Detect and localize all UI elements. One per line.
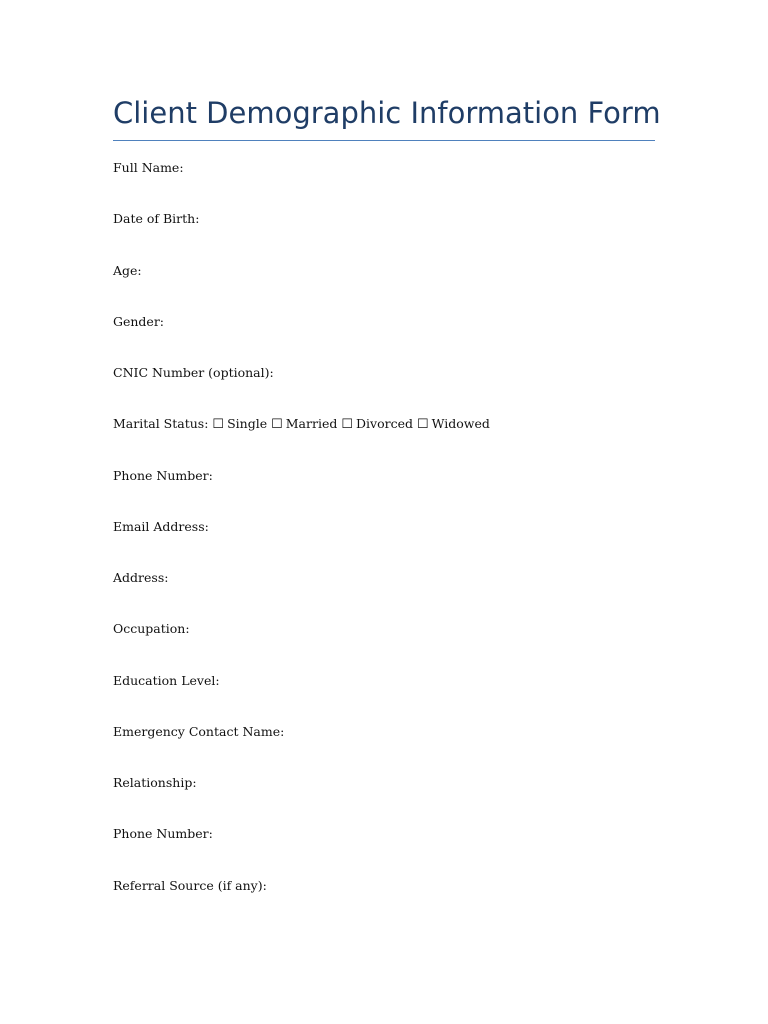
option-divorced-label: Divorced	[356, 416, 413, 432]
field-gender	[113, 313, 490, 364]
field-full-name	[113, 159, 490, 210]
form-title: Client Demographic Information Form	[113, 96, 661, 130]
field-email-address	[113, 518, 490, 569]
option-widowed-label: Widowed	[431, 416, 490, 432]
field-referral-source	[113, 877, 490, 928]
form-fields	[113, 159, 490, 928]
checkbox-widowed[interactable]: ☐	[417, 417, 429, 433]
field-cnic	[113, 364, 490, 415]
option-married-label: Married	[285, 416, 338, 432]
referral-source-label: Referral Source (if any):	[113, 877, 267, 893]
field-phone-number	[113, 467, 490, 518]
field-education-level	[113, 672, 490, 723]
education-level-label: Education Level:	[113, 672, 220, 688]
field-address	[113, 569, 490, 620]
emergency-phone-number-label: Phone Number:	[113, 826, 213, 842]
cnic-label: CNIC Number (optional):	[113, 365, 274, 380]
title-underline	[113, 140, 655, 141]
marital-status-label: Marital Status:	[113, 416, 209, 432]
date-of-birth-label: Date of Birth:	[113, 211, 200, 227]
field-occupation	[113, 620, 490, 671]
emergency-contact-name-label: Emergency Contact Name:	[113, 723, 285, 739]
checkbox-divorced[interactable]: ☐	[341, 417, 354, 433]
field-date-of-birth	[113, 210, 490, 261]
full-name-label: Full Name:	[113, 160, 184, 175]
gender-label: Gender:	[113, 313, 165, 329]
field-emergency-contact-name	[113, 723, 490, 774]
checkbox-married[interactable]: ☐	[271, 417, 283, 433]
checkbox-single[interactable]: ☐	[212, 417, 225, 433]
email-address-label: Email Address:	[113, 518, 209, 534]
field-marital-status	[113, 415, 490, 466]
relationship-label: Relationship:	[113, 775, 197, 790]
address-label: Address:	[113, 570, 169, 585]
field-emergency-phone-number	[113, 825, 490, 876]
age-label: Age:	[113, 262, 142, 278]
field-age	[113, 262, 490, 313]
option-single-label: Single	[227, 416, 268, 432]
field-relationship	[113, 774, 490, 825]
occupation-label: Occupation:	[113, 621, 190, 637]
phone-number-label: Phone Number:	[113, 467, 213, 483]
